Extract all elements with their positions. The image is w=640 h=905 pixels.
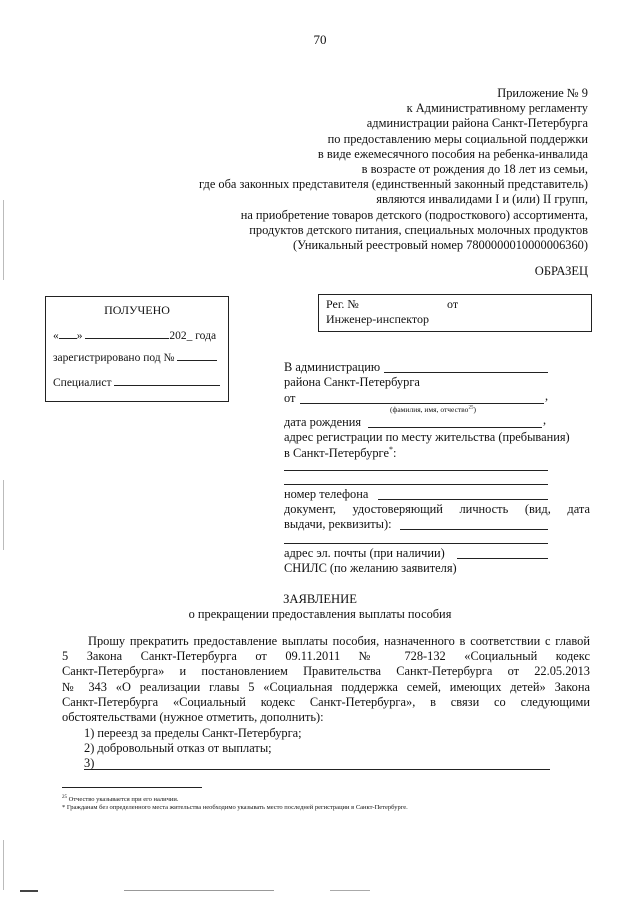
option-other-line[interactable]	[84, 769, 550, 770]
scan-artifact	[330, 890, 370, 891]
appendix-line: где оба законных представителя (единственный законный представитель)	[199, 177, 588, 192]
month-blank[interactable]	[85, 328, 169, 339]
id-doc-label-2: выдачи, реквизиты):	[284, 517, 392, 531]
paragraph-line: Санкт-Петербурга» и постановлением Правительства Санкт-Петербурга от 22.05.2013	[62, 664, 590, 679]
appendix-line: к Административному регламенту	[406, 101, 588, 116]
paragraph-line: обстоятельствами (нужное отметить, дополнить):	[62, 710, 324, 725]
scan-artifact	[124, 890, 274, 891]
in-spb-colon: :	[392, 446, 397, 461]
registered-row	[53, 350, 217, 364]
in-spb-label	[284, 445, 396, 461]
in-spb-sup: *	[388, 445, 393, 454]
birth-date-line[interactable]	[368, 427, 542, 428]
statement-title: ЗАЯВЛЕНИЕ	[283, 592, 357, 606]
footnote-mark: *	[62, 804, 66, 811]
appendix-line: Приложение № 9	[497, 86, 588, 100]
name-hint-sup: 25	[468, 405, 474, 411]
appendix-line: администрации района Санкт-Петербурга	[366, 116, 588, 131]
comma: ,	[545, 389, 549, 403]
id-doc-line-2[interactable]	[284, 543, 548, 544]
comma: ,	[543, 413, 547, 427]
registered-number-blank[interactable]	[177, 350, 217, 361]
id-doc-word: (вид,	[524, 502, 551, 516]
name-hint	[390, 405, 476, 414]
id-doc-line[interactable]	[400, 529, 548, 530]
birth-date-label: дата рождения	[284, 415, 362, 429]
footnote-2	[62, 803, 408, 812]
admin-name-line[interactable]	[384, 372, 548, 373]
footnote-divider	[62, 787, 202, 788]
name-hint-text: (фамилия, имя, отчество	[390, 405, 469, 414]
email-line[interactable]	[457, 558, 548, 559]
registered-label: зарегистрировано под №	[53, 352, 175, 364]
snils-label: СНИЛС (по желанию заявителя)	[284, 561, 457, 575]
option-relocation[interactable]: 1) переезд за пределы Санкт-Петербурга;	[84, 726, 302, 740]
specialist-label: Специалист	[53, 377, 112, 389]
scan-artifact	[3, 840, 4, 890]
from-label: от	[284, 391, 296, 405]
to-admin-field	[284, 360, 380, 375]
sample-label: ОБРАЗЕЦ	[534, 264, 588, 278]
footnote-text: Гражданам без определенного места жительства необходимо указывать место последней регистрации в Санкт-Петербурге.	[65, 804, 408, 811]
appendix-header	[128, 86, 588, 253]
statement-paragraph	[62, 634, 590, 725]
appendix-line: продуктов детского питания, специальных молочных продуктов	[249, 222, 588, 237]
specialist-row	[53, 375, 220, 389]
name-hint-close: )	[473, 405, 476, 414]
phone-line[interactable]	[378, 499, 548, 500]
district-label: района Санкт-Петербурга	[284, 375, 420, 389]
date-year: 202_ года	[169, 330, 217, 342]
option-voluntary-refusal[interactable]: 2) добровольный отказ от выплаты;	[84, 741, 272, 756]
paragraph-line: Прошу прекратить предоставление выплаты пособия, назначенного в соответствии с главой	[88, 634, 590, 648]
specialist-blank[interactable]	[114, 375, 220, 386]
id-doc-word: дата	[567, 502, 590, 516]
appendix-line: являются инвалидами I и (или) II групп,	[376, 192, 588, 207]
id-doc-label	[284, 502, 590, 517]
appendix-line: (Уникальный реестровый номер 7800000010000006360)	[293, 238, 588, 253]
day-blank[interactable]	[59, 328, 77, 339]
engineer-label: Инженер-инспектор	[326, 312, 429, 326]
in-spb-text: в Санкт-Петербурге	[284, 446, 389, 461]
appendix-line: по предоставлению меры социальной поддержки	[327, 131, 588, 146]
registration-box	[318, 294, 592, 332]
option-other[interactable]: 3)	[84, 756, 95, 771]
date-quote-close: »	[76, 330, 83, 342]
options-list	[84, 726, 554, 772]
id-doc-word: личность	[459, 502, 509, 516]
id-doc-word: удостоверяющий	[352, 502, 443, 516]
reg-number-label: Рег. №	[326, 297, 359, 311]
applicant-name-line[interactable]	[300, 403, 544, 404]
scan-artifact	[3, 480, 4, 550]
date-quote-open: «	[53, 330, 59, 342]
received-date-row	[53, 328, 216, 342]
paragraph-line: 5 Закона Санкт-Петербурга от 09.11.2011 № 728-132 «Социальный кодекс	[62, 649, 590, 664]
footnote-mark: 25	[62, 795, 67, 800]
scan-artifact	[3, 200, 4, 280]
paragraph-line: Санкт-Петербурга «Социальный кодекс Санкт-Петербурга», в связи со следующими	[62, 694, 590, 709]
email-label: адрес эл. почты (при наличии)	[284, 546, 445, 560]
appendix-line: в виде ежемесячного пособия на ребенка-инвалида	[317, 146, 588, 161]
reg-address-label: адрес регистрации по месту жительства (пребывания)	[284, 430, 570, 444]
address-line-2[interactable]	[284, 484, 548, 485]
reg-from-label: от	[447, 297, 459, 311]
appendix-line: на приобретение товаров детского (подросткового) ассортимента,	[240, 207, 588, 222]
phone-label: номер телефона	[284, 487, 369, 501]
received-title: ПОЛУЧЕНО	[104, 303, 170, 317]
received-stamp-box	[45, 296, 229, 402]
statement-subtitle: о прекращении предоставления выплаты пособия	[188, 607, 452, 621]
scan-artifact	[20, 890, 38, 892]
appendix-line: в возрасте от рождения до 18 лет из семьи,	[361, 162, 588, 177]
to-admin-label: В администрацию	[284, 360, 381, 374]
id-doc-word: документ,	[284, 502, 336, 516]
page-number: 70	[313, 32, 327, 47]
address-line-1[interactable]	[284, 470, 548, 471]
footnote-text: Отчество указывается при его наличии.	[67, 796, 179, 804]
paragraph-line: № 343 «О реализации главы 5 «Социальная поддержка семей, имеющих детей» Закона	[62, 679, 590, 694]
